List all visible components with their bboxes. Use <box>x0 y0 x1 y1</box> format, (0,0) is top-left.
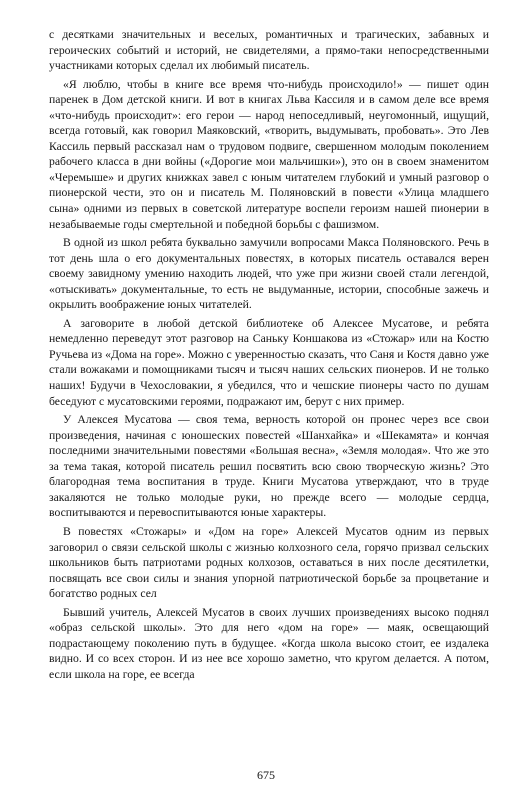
paragraph-6: В повестях «Стожары» и «Дом на горе» Алексей Мусатов одним из первых заговорил о связи сельской школы с жизнью колхозного села, горячо призвал сельских школьников быть патриотами родных колхозов, оставаться в них после десятилетки, посвящать все свои силы и знания упорной патриотической борьбе за процветание и богатство родных сел <box>49 524 489 601</box>
page-number: 675 <box>257 768 275 782</box>
paragraph-7: Бывший учитель, Алексей Мусатов в своих лучших произведениях высоко поднял «образ сельской школы». Это для него «дом на горе» — маяк, освещающий подрастающему поколению путь в будущее. «Когда школа высоко стоит, ее издалека видно. И со всех сторон. И из нее все хорошо заметно, что кругом делается. А потом, если школа на горе, ее всегда <box>49 605 489 681</box>
body-text <box>49 27 489 685</box>
paragraph-4: А заговорите в любой детской библиотеке об Алексее Мусатове, и ребята немедленно переведут этот разговор на Саньку Коншакова из «Стожар» или на Костю Ручьева из «Дома на горе». Можно с уверенностью сказать, что Саня и Костя давно уже стали вожаками и помощниками тысяч и тысяч наших сельских пионеров. И не только наших! Будучи в Чехословакии, я убедился, что и чешские пионеры часто по душам беседуют с мусатовскими героями, подражают им, берут с них пример. <box>49 316 489 408</box>
paragraph-2: «Я люблю, чтобы в книге все время что-нибудь происходило!» — пишет один паренек в Дом детской книги. И вот в книгах Льва Кассиля и в самом деле все время «что-нибудь происходит»: его герои — народ непоседливый, неугомонный, ищущий, всегда готовый, как говорил Маяковский, «творить, выдумывать, пробовать». Это Лев Кассиль первый рассказал нам о трудовом подвиге, свершенном молодым поколением рабочего класса в дни войны («Дорогие мои мальчишки»), это он в своем знаменитом «Черемыше» и других книжках завел с юным читателем глубокий и умный разговор о пионерской чести, это он и писатель М. Поляновский в повести «Улица младшего сына» одними из первых в советской литературе воспели героизм нашей пионерии в незабываемые годы смертельной и победной борьбы с фашизмом. <box>49 77 489 231</box>
paragraph-1: с десятками значительных и веселых, романтичных и трагических, забавных и героических событий и историй, не свидетелями, а прямо-таки непосредственными участниками которых сделал их любимый писатель. <box>49 28 489 73</box>
paragraph-5: У Алексея Мусатова — своя тема, верность которой он пронес через все свои произведения, начиная с юношеских повестей «Шанхайка» и «Шекамята» и кончая последними значительными повестями «Большая весна», «Земля молодая». Что же это за тема такая, которой писатель решил посвятить всю свою творческую жизнь? Это благородная тема воспитания в труде. Книги Мусатова утверждают, что в труде закаляются не только молодые руки, но прежде всего — молодые сердца, воспитываются и перевоспитываются юные характеры. <box>49 413 489 520</box>
paragraph-3: В одной из школ ребята буквально замучили вопросами Макса Поляновского. Речь в тот день шла о его документальных повестях, в которых писатель оставался верен своему завидному умению находить людей, что уже при жизни своей стали легендой, «отыскивать» документальные, то есть не выдуманные, истории, способные зажечь и окрылить воображение юных читателей. <box>49 236 489 312</box>
